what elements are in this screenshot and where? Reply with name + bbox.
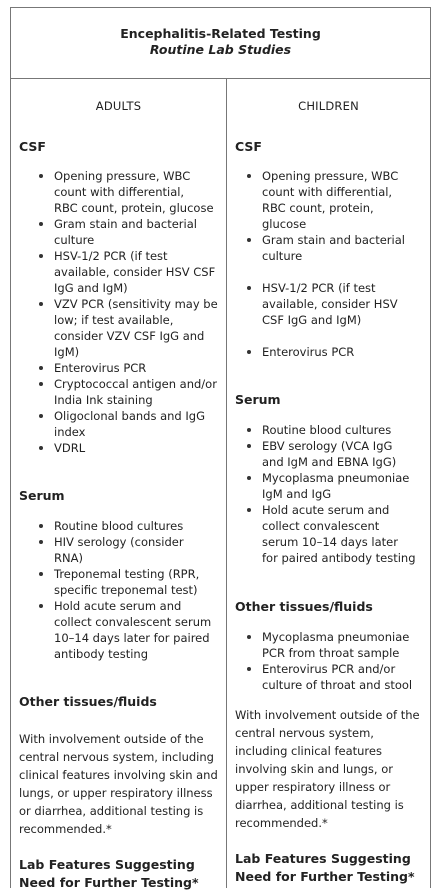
list-item: HSV-1/2 PCR (if test available, consider HSV CSF IgG and IgM) [227, 280, 405, 328]
adults-lab-heading: Lab Features Suggesting Need for Further Testing* [19, 857, 199, 890]
children-lab-heading: Lab Features Suggesting Need for Further Testing* [235, 851, 415, 884]
children-csf-list [227, 168, 405, 360]
adults-other-heading: Other tissues/fluids [19, 694, 157, 709]
list-item: Enterovirus PCR [227, 344, 405, 360]
list-item: EBV serology (VCA IgG and IgM and EBNA IgG) [227, 438, 416, 470]
children-other-heading: Other tissues/fluids [235, 599, 373, 614]
adults-column [11, 79, 227, 888]
adults-serum-heading: Serum [19, 488, 65, 503]
children-serum-heading: Serum [235, 392, 281, 407]
adults-csf-heading: CSF [19, 139, 46, 154]
testing-table [10, 7, 431, 888]
list-item: Oligoclonal bands and IgG index [19, 408, 218, 440]
children-other-paragraph: With involvement outside of the central nervous system, including clinical features involving skin and lungs, or upper respiratory illness or diarrhea, additional testing is recommended.* [235, 708, 420, 830]
adults-serum-list [19, 518, 211, 662]
list-item: Opening pressure, WBC count with differential, RBC count, protein, glucose [19, 168, 218, 216]
list-item: Hold acute serum and collect convalescent serum 10–14 days later for paired antibody testing [227, 502, 416, 566]
list-item: Cryptococcal antigen and/or India Ink staining [19, 376, 218, 408]
list-item: Opening pressure, WBC count with differential, RBC count, protein, glucose [227, 168, 405, 232]
adults-heading: ADULTS [95, 99, 142, 113]
list-item: Mycoplasma pneumoniae PCR from throat sample [227, 629, 412, 661]
children-other-list [227, 629, 412, 693]
table-title: Encephalitis-Related Testing [120, 26, 321, 41]
list-item: VDRL [19, 440, 218, 456]
list-item: Routine blood cultures [227, 422, 416, 438]
children-csf-heading: CSF [235, 139, 262, 154]
list-item: Enterovirus PCR [19, 360, 218, 376]
children-column [227, 79, 430, 888]
adults-other-paragraph: With involvement outside of the central nervous system, including clinical features involving skin and lungs, or upper respiratory illness or diarrhea, additional testing is recommended.* [19, 732, 218, 836]
table-subtitle: Routine Lab Studies [149, 42, 292, 57]
list-item: Gram stain and bacterial culture [227, 232, 405, 264]
list-item: HSV-1/2 PCR (if test available, consider HSV CSF IgG and IgM) [19, 248, 218, 296]
list-item: Treponemal testing (RPR, specific treponemal test) [19, 566, 211, 598]
table-title-row [11, 8, 430, 79]
list-item: Hold acute serum and collect convalescent serum 10–14 days later for paired antibody testing [19, 598, 211, 662]
list-item: Mycoplasma pneumoniae IgM and IgG [227, 470, 416, 502]
list-item: VZV PCR (sensitivity may be low; if test available, consider VZV CSF IgG and IgM) [19, 296, 218, 360]
list-item: Enterovirus PCR and/or culture of throat and stool [227, 661, 412, 693]
adults-csf-list [19, 168, 218, 456]
list-item: HIV serology (consider RNA) [19, 534, 211, 566]
children-heading: CHILDREN [298, 99, 359, 113]
list-item: Routine blood cultures [19, 518, 211, 534]
children-serum-list [227, 422, 416, 566]
list-item: Gram stain and bacterial culture [19, 216, 218, 248]
